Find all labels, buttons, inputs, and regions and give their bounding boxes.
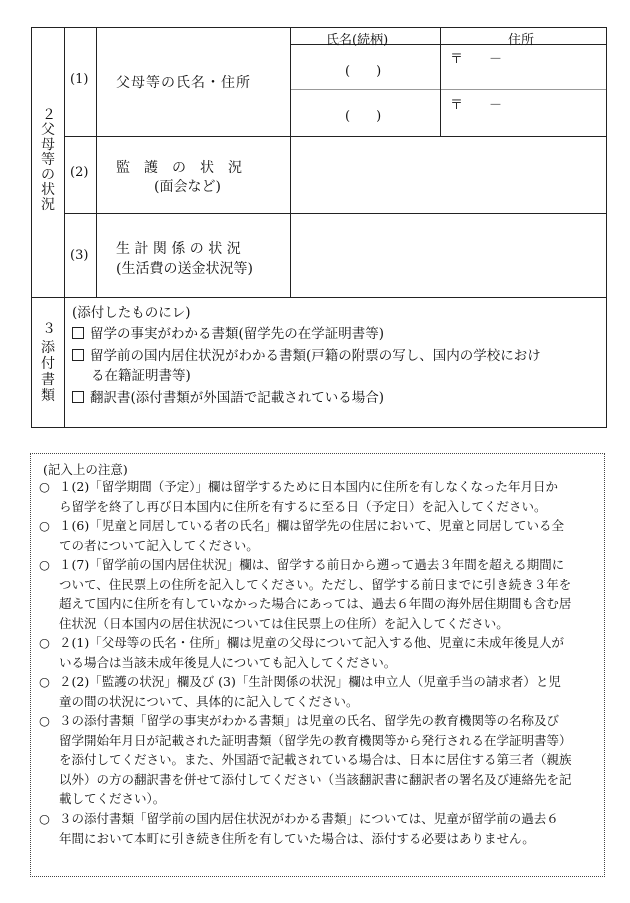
row2-sublabel: (面会など) [154, 179, 221, 195]
attachment-label-2: 留学前の国内居住状況がわかる書類(戸籍の附票の写し、国内の学校におけ [90, 348, 541, 364]
bullet-icon: ○ [39, 811, 50, 826]
parent2-postal-field[interactable]: 〒 － [450, 98, 503, 113]
section3-title: 添 付 書 類 [41, 340, 55, 404]
section2-number: ２ [42, 107, 56, 123]
bullet-icon: ○ [39, 635, 50, 650]
attachment-item-2[interactable] [72, 344, 541, 364]
attachment-label-3: 翻訳書(添付書類が外国語で記載されている場合) [90, 390, 385, 406]
row1-divider [290, 89, 607, 90]
custody-status-field[interactable] [291, 137, 606, 213]
bullet-icon: ○ [39, 479, 50, 494]
attachment-label-1: 留学の事実がわかる書類(留学先の在学証明書等) [90, 326, 385, 342]
checkbox-translation[interactable] [72, 391, 84, 403]
section3-col-divider [64, 297, 65, 427]
parent1-name-field[interactable]: ( ) [345, 64, 382, 79]
section2-bottom [31, 297, 607, 298]
checkbox-residence-proof[interactable] [72, 349, 84, 361]
parent1-postal-field[interactable]: 〒 － [450, 52, 503, 67]
section2-title: 父 母 等 の 状 況 [41, 122, 55, 213]
row3-label: 生 計 関 係 の 状 況 [116, 241, 241, 257]
num-col-divider [96, 27, 97, 297]
row1-number: (1) [70, 72, 89, 87]
table-left-border [31, 27, 32, 427]
checkbox-study-proof[interactable] [72, 327, 84, 339]
header-name: 氏名(続柄) [326, 33, 389, 48]
row2-label: 監 護 の 状 況 [116, 160, 242, 176]
bullet-icon: ○ [39, 713, 50, 728]
header-address: 住所 [508, 33, 535, 48]
attachment-item-1[interactable] [72, 322, 384, 342]
livelihood-status-field[interactable] [291, 214, 606, 297]
attachment-item-3[interactable] [72, 386, 384, 406]
bullet-icon: ○ [39, 518, 50, 533]
row1-label: 父母等の氏名・住所 [116, 75, 251, 91]
attachment-label-2-cont: る在籍証明書等) [91, 368, 191, 384]
table-right-border [606, 27, 607, 427]
table-top-border [31, 27, 607, 28]
parent2-name-field[interactable]: ( ) [345, 109, 382, 124]
notes-heading: (記入上の注意) [43, 462, 128, 477]
row2-number: (2) [70, 165, 89, 180]
table-bottom-border [31, 427, 607, 428]
bullet-icon: ○ [39, 557, 50, 572]
label-col-divider-row1 [290, 27, 291, 137]
section3-intro: (添付したものにレ) [72, 305, 191, 321]
row3-sublabel: (生活費の送金状況等) [116, 261, 253, 277]
notes-box: (記入上の注意) ○ １(2)「留学期間（予定）」欄は留学するために日本国内に住所を有しなくなった年月日か ら留学を終了し再び日本国内に住所を有するに至る日（予定日）を記入してください。 ○ １(6)「児童と同居している者の氏名」欄は留学先の住居において、児童と同居している全 ての者について記入してください。 ○ １(7)「留学前の国内居住状況」欄は、留学する前日から遡って過去３年間を超える期間に ついて、住民票上の住所を記入してください。ただし、留学する前日までに引き続き３年を 超えて国内に住所を有していなかった場合にあっては、過去６年間の海外居住期間も含む居 住状況（日本国内の居住状況については住民票上の住所）を記入してください。 ○ ２(1)「父母等の氏名・住所」欄は児童の父母について記入する他、児童に未成年後見人が いる場合は当該未成年後見人についても記入してください。 ○ ２(2)「監護の状況」欄及び (3)「生計関係の状況」欄は申立人（児童手当の請求者）と児 童の間の状況について、具体的に記入してください。 ○ ３の添付書類「留学の事実がわかる書類」は児童の氏名、留学先の教育機関等の名称及び 留学開始年月日が記載された証明書類（留学先の教育機関等から発行される在学証明書等） を添付してください。また、外国語で記載されている場合は、日本に居住する第三者（親族 以外）の方の翻訳書を併せて添付してください（当該翻訳書に翻訳者の署名及び連絡先を記 載してください）。 ○ ３の添付書類「留学前の国内居住状況がわかる書類」については、児童が留学前の過去６ 年間において本町に引き続き住所を有していた場合は、添付する必要はありません。 [30, 453, 605, 877]
row3-number: (3) [70, 248, 89, 263]
bullet-icon: ○ [39, 674, 50, 689]
section3-number: ３ [42, 321, 56, 337]
section2-col-divider [64, 27, 65, 297]
name-address-divider [440, 27, 441, 137]
